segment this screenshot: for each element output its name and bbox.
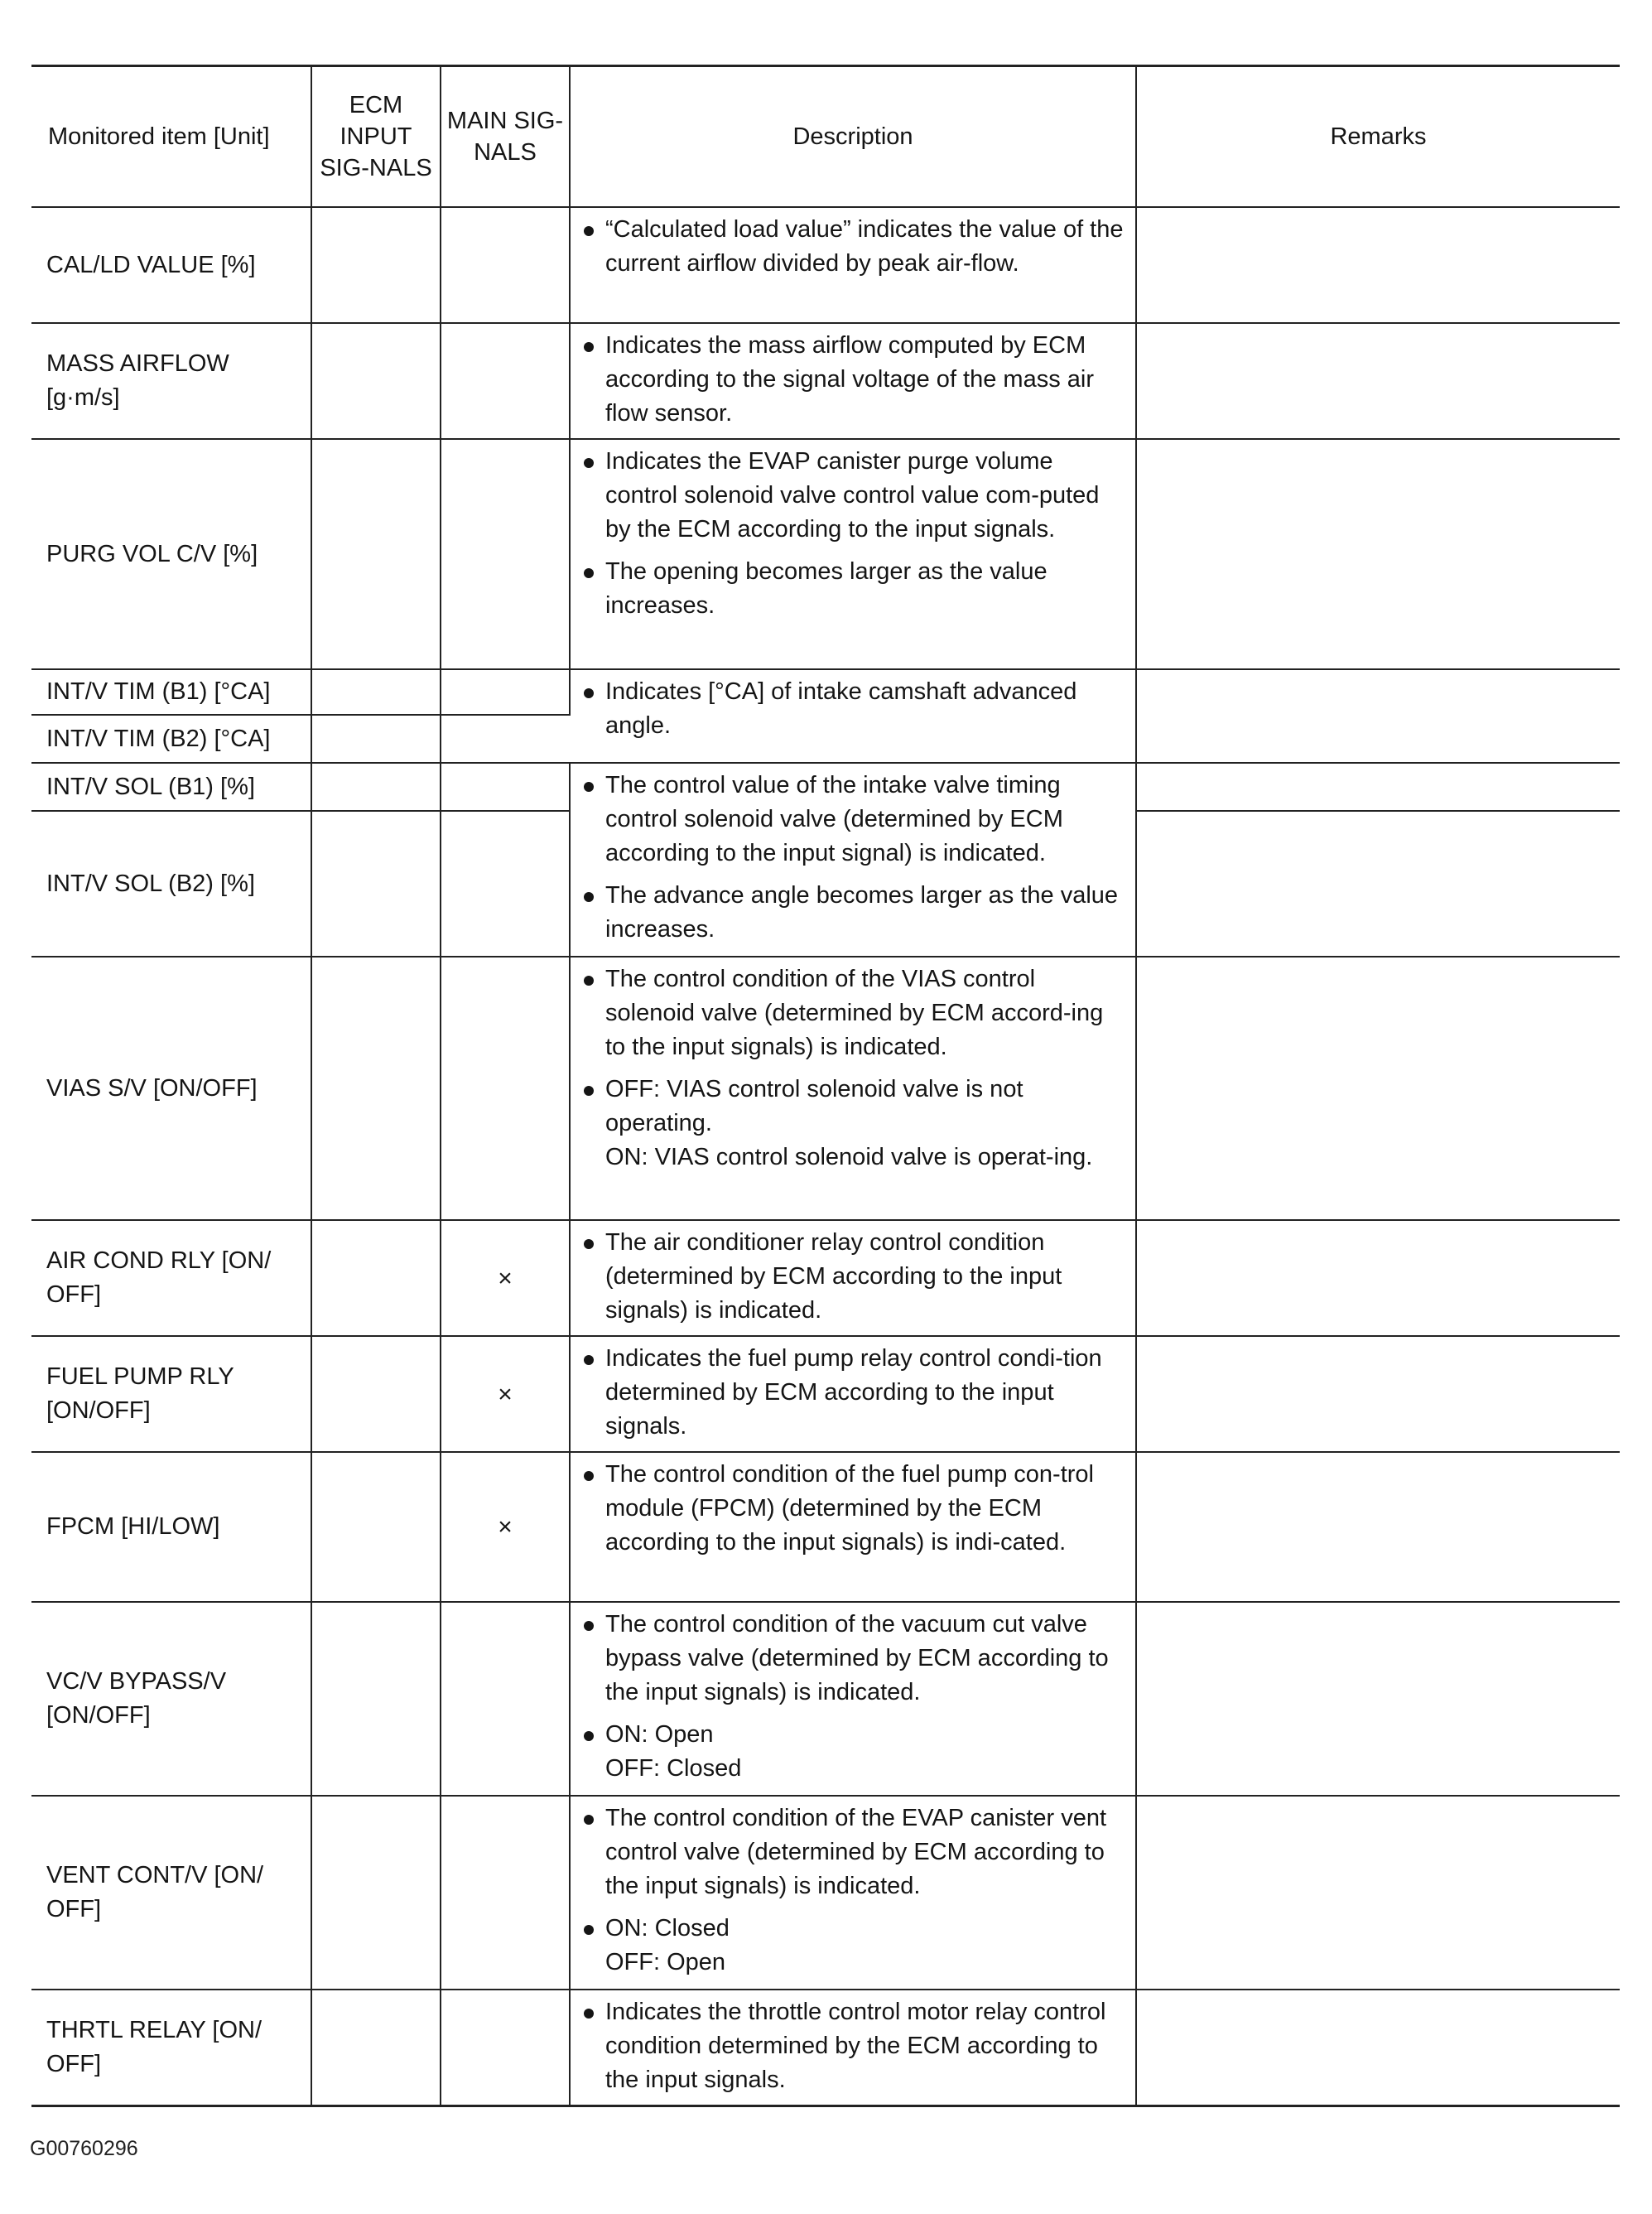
bullet-item: The advance angle becomes larger as the value increases. xyxy=(584,879,1124,947)
table-row xyxy=(31,1796,1620,1990)
ecm-input-cell xyxy=(311,715,441,763)
item-cell: AIR COND RLY [ON/ OFF] xyxy=(31,1220,311,1336)
description-cell xyxy=(570,1796,1136,1990)
item-cell: CAL/LD VALUE [%] xyxy=(31,207,311,323)
remarks-cell xyxy=(1136,1220,1620,1336)
bullet-item: Indicates the fuel pump relay control condi-tion determined by ECM according to the input signals. xyxy=(584,1342,1124,1444)
ecm-input-cell xyxy=(311,1796,441,1990)
header-description: Description xyxy=(570,66,1136,208)
bullet-item: The opening becomes larger as the value increases. xyxy=(584,555,1124,623)
ecm-input-cell xyxy=(311,1602,441,1796)
main-signal-cell: × xyxy=(441,1452,570,1602)
bullet-icon xyxy=(584,976,594,986)
item-cell: INT/V TIM (B1) [°CA] xyxy=(31,669,311,715)
main-signal-cell xyxy=(441,439,570,669)
bullet-item: The control condition of the fuel pump con-trol module (FPCM) (determined by the ECM according to the input signals) is indi-cated. xyxy=(584,1458,1124,1560)
monitor-item-table xyxy=(31,65,1620,2107)
table-row xyxy=(31,1336,1620,1452)
description-cell xyxy=(570,669,1136,763)
main-signal-cell xyxy=(441,715,570,763)
description-cell xyxy=(570,1452,1136,1602)
main-signal-cell xyxy=(441,207,570,323)
description-cell xyxy=(570,1602,1136,1796)
item-cell: VENT CONT/V [ON/ OFF] xyxy=(31,1796,311,1990)
main-signal-cell xyxy=(441,763,570,811)
table-row xyxy=(31,763,1620,811)
item-cell: FPCM [HI/LOW] xyxy=(31,1452,311,1602)
item-cell: MASS AIRFLOW [g·m/s] xyxy=(31,323,311,439)
main-signal-cell xyxy=(441,669,570,715)
bullet-icon xyxy=(584,1086,594,1096)
bullet-item: The control condition of the EVAP canister vent control valve (determined by ECM according to the input signals) is indicated. xyxy=(584,1802,1124,1903)
bullet-item: Indicates the EVAP canister purge volume control solenoid valve control value com-puted by the ECM according to the input signals. xyxy=(584,445,1124,547)
bullet-icon xyxy=(584,1731,594,1741)
item-cell: VIAS S/V [ON/OFF] xyxy=(31,957,311,1220)
bullet-icon xyxy=(584,1621,594,1631)
remarks-cell xyxy=(1136,1796,1620,1990)
bullet-item: The control condition of the vacuum cut valve bypass valve (determined by ECM according to the input signals) is indicated. xyxy=(584,1608,1124,1710)
table-row xyxy=(31,669,1620,715)
bullet-icon xyxy=(584,782,594,792)
bullet-icon xyxy=(584,1471,594,1481)
remarks-cell xyxy=(1136,957,1620,1220)
main-signal-cell xyxy=(441,957,570,1220)
remarks-cell xyxy=(1136,1990,1620,2105)
description-cell xyxy=(570,323,1136,439)
bullet-icon xyxy=(584,342,594,352)
ecm-input-cell xyxy=(311,439,441,669)
bullet-item: The air conditioner relay control condition (determined by ECM according to the input signals) is indicated. xyxy=(584,1226,1124,1328)
ecm-input-cell xyxy=(311,323,441,439)
item-cell: INT/V SOL (B2) [%] xyxy=(31,811,311,957)
ecm-input-cell xyxy=(311,1220,441,1336)
header-ecm-input-signals: ECM INPUT SIG-NALS xyxy=(311,66,441,208)
table-row xyxy=(31,439,1620,669)
main-signal-cell xyxy=(441,1990,570,2105)
figure-id: G00760296 xyxy=(30,2137,138,2160)
item-cell: INT/V TIM (B2) [°CA] xyxy=(31,715,311,763)
bullet-item: Indicates [°CA] of intake camshaft advanced angle. xyxy=(584,675,1124,743)
ecm-input-cell xyxy=(311,763,441,811)
description-cell xyxy=(570,1336,1136,1452)
ecm-input-cell xyxy=(311,669,441,715)
main-signal-cell xyxy=(441,1602,570,1796)
description-cell xyxy=(570,1220,1136,1336)
remarks-cell xyxy=(1136,1452,1620,1602)
bullet-icon xyxy=(584,1815,594,1825)
main-signal-cell xyxy=(441,811,570,957)
remarks-cell xyxy=(1136,1336,1620,1452)
ecm-input-cell xyxy=(311,1452,441,1602)
item-cell: PURG VOL C/V [%] xyxy=(31,439,311,669)
description-cell xyxy=(570,439,1136,669)
remarks-cell xyxy=(1136,207,1620,323)
remarks-cell xyxy=(1136,1602,1620,1796)
remarks-cell xyxy=(1136,323,1620,439)
item-cell: INT/V SOL (B1) [%] xyxy=(31,763,311,811)
bullet-item: ON: Closed OFF: Open xyxy=(584,1912,1124,1980)
table-row xyxy=(31,1990,1620,2105)
bullet-item: Indicates the mass airflow computed by ECM according to the signal voltage of the mass air flow sensor. xyxy=(584,329,1124,431)
main-signal-cell xyxy=(441,1796,570,1990)
ecm-input-cell xyxy=(311,957,441,1220)
ecm-input-cell xyxy=(311,1990,441,2105)
header-remarks: Remarks xyxy=(1136,66,1620,208)
table-row xyxy=(31,1220,1620,1336)
table-row xyxy=(31,1602,1620,1796)
item-cell: THRTL RELAY [ON/ OFF] xyxy=(31,1990,311,2105)
description-cell xyxy=(570,1990,1136,2105)
table-row xyxy=(31,957,1620,1220)
table-row xyxy=(31,207,1620,323)
bullet-icon xyxy=(584,226,594,236)
remarks-cell xyxy=(1136,669,1620,763)
description-cell xyxy=(570,957,1136,1220)
header-main-signals: MAIN SIG-NALS xyxy=(441,66,570,208)
bullet-item: Indicates the throttle control motor relay control condition determined by the ECM according to the input signals. xyxy=(584,1995,1124,2097)
bullet-item: ON: Open OFF: Closed xyxy=(584,1718,1124,1786)
bullet-item: The control condition of the VIAS control solenoid valve (determined by ECM accord-ing to the input signals) is indicated. xyxy=(584,962,1124,1064)
item-cell: FUEL PUMP RLY [ON/OFF] xyxy=(31,1336,311,1452)
description-cell xyxy=(570,207,1136,323)
bullet-item: “Calculated load value” indicates the value of the current airflow divided by peak air-flow. xyxy=(584,213,1124,281)
bullet-item: The control value of the intake valve timing control solenoid valve (determined by ECM according to the input signal) is indicated. xyxy=(584,769,1124,871)
main-signal-cell: × xyxy=(441,1220,570,1336)
ecm-input-cell xyxy=(311,207,441,323)
table-row xyxy=(31,1452,1620,1602)
bullet-item: OFF: VIAS control solenoid valve is not operating. ON: VIAS control solenoid valve is operat-ing. xyxy=(584,1073,1124,1175)
description-cell xyxy=(570,763,1136,957)
item-cell: VC/V BYPASS/V [ON/OFF] xyxy=(31,1602,311,1796)
main-signal-cell: × xyxy=(441,1336,570,1452)
bullet-icon xyxy=(584,1925,594,1935)
remarks-cell xyxy=(1136,439,1620,669)
table-row xyxy=(31,323,1620,439)
bullet-icon xyxy=(584,458,594,468)
header-row xyxy=(31,66,1620,208)
remarks-cell xyxy=(1136,763,1620,811)
bullet-icon xyxy=(584,1239,594,1249)
bullet-icon xyxy=(584,2009,594,2019)
main-signal-cell xyxy=(441,323,570,439)
bullet-icon xyxy=(584,892,594,902)
ecm-input-cell xyxy=(311,811,441,957)
bullet-icon xyxy=(584,688,594,698)
header-monitored-item: Monitored item [Unit] xyxy=(31,66,311,208)
bullet-icon xyxy=(584,1355,594,1365)
bullet-icon xyxy=(584,568,594,578)
remarks-cell xyxy=(1136,811,1620,957)
ecm-input-cell xyxy=(311,1336,441,1452)
